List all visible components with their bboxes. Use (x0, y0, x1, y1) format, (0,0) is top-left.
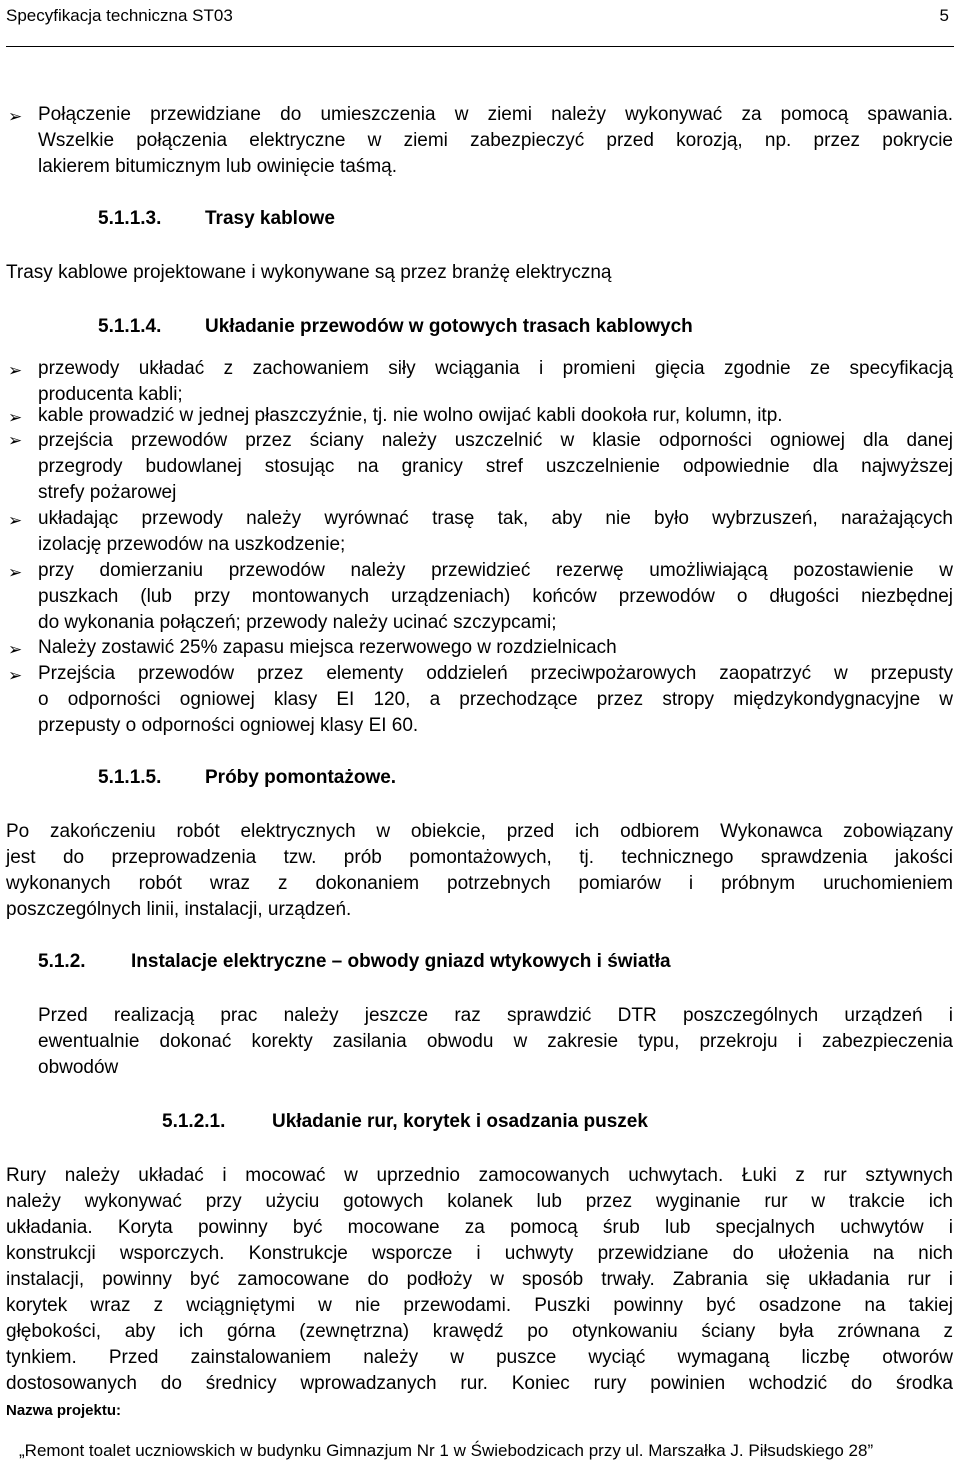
text-line: tynkiem. Przed zainstalowaniem należy w puszce wyciąć wymaganą liczbę otworów (6, 1347, 953, 1368)
text-line: ewentualnie dokonać korekty zasilania obwodu w zakresie typu, przekroju i zabezpieczenia (38, 1031, 953, 1052)
text-line: przejścia przewodów przez ściany należy uszczelnić w klasie odporności ogniowej dla danej (38, 430, 953, 451)
text-line: producenta kabli; (38, 384, 183, 405)
bullet-icon: ➢ (8, 640, 23, 659)
text-line: przy domierzaniu przewodów należy przewidzieć rezerwę umożliwiającą pozostawienie w (38, 560, 953, 581)
bullet-icon: ➢ (8, 408, 23, 427)
text-line: Rury należy układać i mocować w uprzednio zamocowanych uchwytach. Łuki z rur sztywnych (6, 1165, 953, 1186)
text-line: kable prowadzić w jednej płaszczyźnie, tj. nie wolno owijać kabli dookoła rur, kolumn, itp. (38, 405, 783, 426)
text-line: należy wykonywać przy użyciu gotowych kolanek lub przez wyginanie rur w trakcie ich (6, 1191, 953, 1212)
text-line: przewody układać z zachowaniem siły wciągania i promieni gięcia zgodnie ze specyfikacją (38, 358, 953, 379)
text-line: puszkach (lub przy montowanych urządzeniach) końców przewodów o długości niezbędnej (38, 586, 953, 607)
text-line: poszczególnych linii, instalacji, urządzeń. (6, 899, 352, 920)
text-line: strefy pożarowej (38, 482, 177, 503)
bullet-icon: ➢ (8, 511, 23, 530)
footer-label: Nazwa projektu: (6, 1402, 122, 1419)
page-number: 5 (939, 6, 949, 25)
text-line: korytek wraz z wciągniętymi w nie przewodami. Puszki powinny być osadzone na takiej (6, 1295, 953, 1316)
section-title: Układanie przewodów w gotowych trasach kablowych (205, 316, 693, 337)
section-number: 5.1.1.3. (98, 208, 162, 229)
header-title: Specyfikacja techniczna ST03 (6, 6, 233, 25)
text-line: układania. Koryta powinny być mocowane za pomocą śrub lub specjalnych uchwytów i (6, 1217, 953, 1238)
section-title: Trasy kablowe (205, 208, 335, 229)
bullet-icon: ➢ (8, 563, 23, 582)
text-line: przegrody budowlanej stosując na granicy stref uszczelnienie odpowiednie dla najwyższej (38, 456, 953, 477)
text-line: Przed realizacją prac należy jeszcze raz sprawdzić DTR poszczególnych urządzeń i (38, 1005, 953, 1026)
section-title: Układanie rur, korytek i osadzania puszek (272, 1111, 648, 1132)
text-line: przepusty o odporności ogniowej klasy EI 60. (38, 715, 419, 736)
section-number: 5.1.2. (38, 951, 86, 972)
bullet-icon: ➢ (8, 666, 23, 685)
bullet-icon: ➢ (8, 431, 23, 450)
bullet-icon: ➢ (8, 107, 23, 126)
section-number: 5.1.1.4. (98, 316, 162, 337)
text-line: Przejścia przewodów przez elementy oddzieleń przeciwpożarowych zaopatrzyć w przepusty (38, 663, 953, 684)
text-line: wykonanych robót wraz z dokonaniem potrzebnych pomiarów i próbnym uruchomieniem (6, 873, 953, 894)
text-line: obwodów (38, 1057, 119, 1078)
footer-project-name: „Remont toalet uczniowskich w budynku Gimnazjum Nr 1 w Świebodzicach przy ul. Marszałka J. Piłsudskiego 28” (19, 1441, 874, 1460)
text-line: głębokości, aby ich górna (zewnętrzna) krawędź po otynkowaniu ściany była zrównana z (6, 1321, 953, 1342)
text-line: Połączenie przewidziane do umieszczenia w ziemi należy wykonywać za pomocą spawania. (38, 104, 953, 125)
text-line: dostosowanych do średnicy wprowadzanych rur. Koniec rury powinien wchodzić do środka (6, 1373, 953, 1394)
text-line: o odporności ogniowej klasy EI 120, a przechodzące przez stropy międzykondygnacyjne w (38, 689, 953, 710)
text-line: do wykonania połączeń; przewody należy ucinać szczypcami; (38, 612, 557, 633)
bullet-icon: ➢ (8, 361, 23, 380)
text-line: Po zakończeniu robót elektrycznych w obiekcie, przed ich odbiorem Wykonawca zobowiązany (6, 821, 953, 842)
section-title: Próby pomontażowe. (205, 767, 397, 788)
text-line: instalacji, powinny być zamocowane do podłoży w sposób trwały. Zabrania się układania rur i (6, 1269, 953, 1290)
section-title: Instalacje elektryczne – obwody gniazd wtykowych i światła (131, 951, 671, 972)
text-line: konstrukcji wsporczych. Konstrukcje wsporcze i uchwyty przewidziane do ułożenia na nich (6, 1243, 953, 1264)
page-header (6, 6, 954, 32)
text-line: Trasy kablowe projektowane i wykonywane są przez branżę elektryczną (6, 262, 612, 283)
text-line: Należy zostawić 25% zapasu miejsca rezerwowego w rozdzielnicach (38, 637, 617, 658)
text-line: Wszelkie połączenia elektryczne w ziemi zabezpieczyć przed korozją, np. przez pokrycie (38, 130, 953, 151)
section-number: 5.1.2.1. (162, 1111, 226, 1132)
header-rule (6, 46, 954, 47)
text-line: lakierem bitumicznym lub owinięcie taśmą. (38, 156, 398, 177)
text-line: jest do przeprowadzenia tzw. prób pomontażowych, tj. technicznego sprawdzenia jakości (6, 847, 953, 868)
text-line: układając przewody należy wyrównać trasę tak, aby nie było wybrzuszeń, narażających (38, 508, 953, 529)
section-number: 5.1.1.5. (98, 767, 162, 788)
text-line: izolację przewodów na uszkodzenie; (38, 534, 346, 555)
